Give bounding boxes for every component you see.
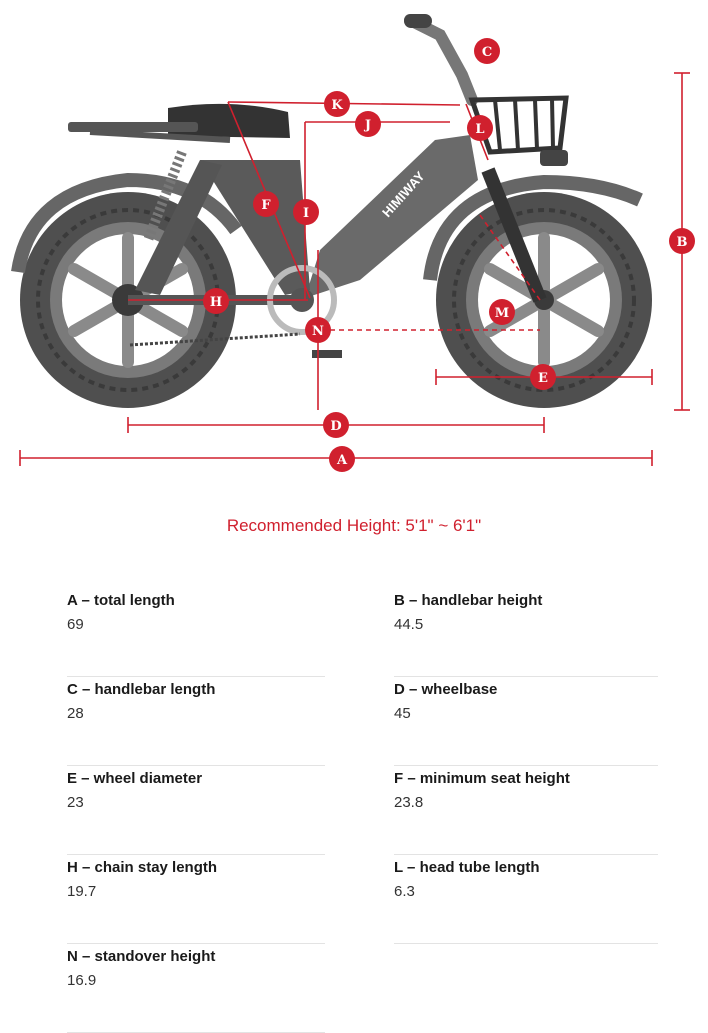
spec-minimum-seat-height <box>394 766 658 855</box>
marker-n <box>305 317 331 343</box>
spec-total-length <box>67 588 325 677</box>
svg-text:A: A <box>336 453 348 468</box>
marker-h <box>203 288 229 314</box>
spec-value: 23.8 <box>394 794 424 811</box>
svg-text:I: I <box>302 206 310 221</box>
spec-label: A – total length <box>67 592 175 609</box>
spec-value: 28 <box>67 705 84 722</box>
svg-text:D: D <box>330 419 342 434</box>
spec-wheelbase <box>394 677 658 766</box>
bike-diagram <box>0 0 708 480</box>
handlebar <box>410 20 472 100</box>
rear-rack <box>68 122 198 132</box>
recommended-height: Recommended Height: 5'1" ~ 6'1" <box>226 516 482 535</box>
marker-i <box>293 199 319 225</box>
headlight <box>540 150 568 166</box>
svg-text:K: K <box>331 98 343 113</box>
marker-j <box>355 111 381 137</box>
svg-text:H: H <box>209 295 223 310</box>
spec-label: H – chain stay length <box>67 859 218 876</box>
marker-e <box>530 364 556 390</box>
spec-value: 16.9 <box>67 972 97 989</box>
spec-handlebar-length <box>67 677 325 766</box>
spec-value: 6.3 <box>394 883 415 900</box>
spec-value: 69 <box>67 616 84 633</box>
spec-wheel-diameter <box>67 766 325 855</box>
svg-text:F: F <box>261 198 271 213</box>
spec-label: L – head tube length <box>394 859 540 876</box>
spec-label: D – wheelbase <box>394 681 498 698</box>
spec-standover-height <box>67 944 325 1033</box>
marker-k <box>324 91 350 117</box>
marker-f <box>253 191 279 217</box>
marker-l <box>467 115 493 141</box>
spec-label: B – handlebar height <box>394 592 543 609</box>
spec-value: 23 <box>67 794 84 811</box>
spec-value: 19.7 <box>67 883 97 900</box>
spec-head-tube-length <box>394 855 658 944</box>
spec-label: F – minimum seat height <box>394 770 570 787</box>
pedal <box>312 350 342 358</box>
marker-m <box>489 299 515 325</box>
spec-value: 44.5 <box>394 616 424 633</box>
svg-text:J: J <box>364 118 372 133</box>
svg-text:M: M <box>494 306 510 321</box>
spec-handlebar-height <box>394 588 658 677</box>
svg-text:C: C <box>481 45 493 60</box>
spec-label: C – handlebar length <box>67 681 216 698</box>
spec-label: N – standover height <box>67 948 216 965</box>
spec-label: E – wheel diameter <box>67 770 203 787</box>
marker-b <box>669 228 695 254</box>
spec-chain-stay-length <box>67 855 325 944</box>
marker-c <box>474 38 500 64</box>
marker-a <box>329 446 355 472</box>
frame-brand-text: HIMIWAY <box>379 168 428 221</box>
svg-text:L: L <box>475 122 485 137</box>
spec-value: 45 <box>394 705 411 722</box>
svg-text:N: N <box>312 324 324 339</box>
svg-text:B: B <box>676 235 688 250</box>
marker-d <box>323 412 349 438</box>
seat <box>168 104 290 138</box>
svg-text:E: E <box>538 371 548 386</box>
